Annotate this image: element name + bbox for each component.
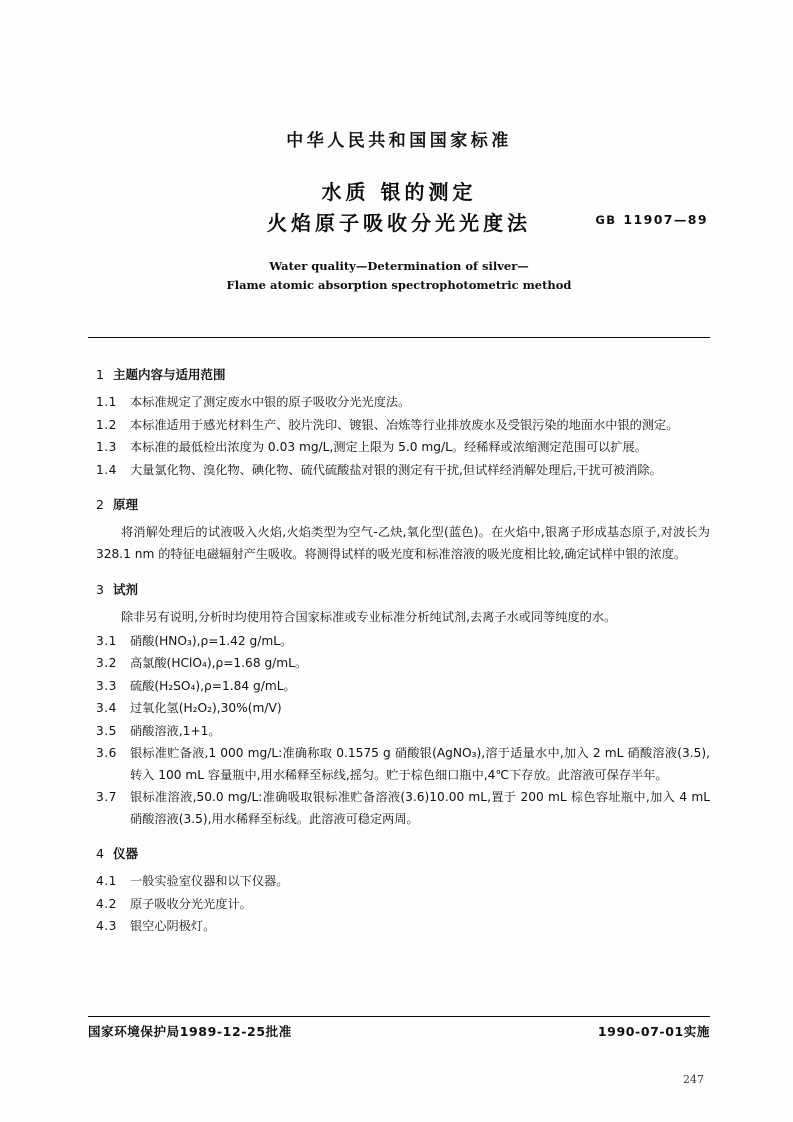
- clause-text: 一般实验室仪器和以下仪器。: [130, 874, 289, 888]
- clause-4-2: [88, 894, 710, 916]
- clause-1-3: [88, 437, 710, 459]
- section-spacer: [88, 482, 710, 495]
- section-2-paragraph: 将消解处理后的试液吸入火焰,火焰类型为空气-乙炔,氧化型(蓝色)。在火焰中,银离子形成基态原子,对波长为 328.1 nm 的特征电磁辐射产生吸收。将测得试样的吸光度和标准溶液的吸光度相比较,确定试样中银的浓度。: [96, 525, 710, 561]
- standard-number: [595, 212, 708, 227]
- section-number-4: 4: [96, 846, 104, 861]
- section-title-1: 主题内容与适用范围: [112, 367, 226, 382]
- clause-text: 本标准适用于感光材料生产、胶片洗印、镀银、冶炼等行业排放废水及受银污染的地面水中银的测定。: [130, 417, 679, 432]
- clause-1-4: [88, 460, 710, 482]
- clause-text: 原子吸收分光光度计。: [130, 896, 252, 911]
- clause-3-2: [88, 653, 710, 675]
- title-line-2: 火焰原子吸收分光光度法: [267, 211, 531, 235]
- section-spacer: [88, 567, 710, 580]
- clause-text: 硝酸(HNO₃),ρ=1.42 g/mL。: [130, 633, 293, 648]
- section-number-1: 1: [96, 367, 104, 382]
- clause-3-4: [88, 698, 710, 720]
- standard-prefix: GB: [595, 213, 617, 227]
- clause-index: 3.4: [96, 701, 117, 715]
- section-heading-2: [96, 495, 710, 513]
- section-heading-4: [96, 844, 710, 862]
- clause-text: 本标准的最低检出浓度为 0.03 mg/L,测定上限为 5.0 mg/L。经稀释或浓缩测定范围可以扩展。: [130, 440, 647, 454]
- clause-text: 硝酸溶液,1+1。: [130, 723, 221, 738]
- clause-3-1: [88, 631, 710, 653]
- clause-3-6: [88, 743, 710, 786]
- clause-text: 硫酸(H₂SO₄),ρ=1.84 g/mL。: [130, 678, 296, 693]
- section-spacer: [88, 831, 710, 844]
- page-footer: [88, 1022, 710, 1040]
- clause-index: 4.1: [96, 874, 117, 888]
- footer-divider: [88, 1016, 710, 1017]
- clause-index: 3.5: [96, 723, 117, 738]
- standard-number-value: 11907—89: [623, 212, 708, 227]
- section-heading-1: [96, 365, 710, 383]
- section-heading-3: [96, 580, 710, 598]
- clause-index: 1.3: [96, 440, 117, 454]
- clause-1-2: [88, 415, 710, 437]
- title-line-1: 水质 银的测定: [321, 180, 477, 204]
- clause-index: 1.4: [96, 462, 117, 477]
- clause-text: 过氧化氢(H₂O₂),30%(m/V): [130, 701, 282, 715]
- clause-text: 银标准溶液,50.0 mg/L:准确吸取银标准贮备溶液(3.6)10.00 mL,置于 200 mL 棕色容址瓶中,加入 4 mL 硝酸溶液(3.5),用水稀释至标线。此溶液可稳定两周。: [130, 790, 710, 826]
- page-sheet: [88, 0, 710, 1122]
- english-title-line-1: Water quality—Determination of silver—: [269, 259, 529, 273]
- clause-text: 大量氯化物、溴化物、碘化物、硫代硫酸盐对银的测定有干扰,但试样经消解处理后,干扰可被消除。: [130, 462, 662, 477]
- clause-index: 3.7: [96, 790, 117, 804]
- clause-index: 3.1: [96, 633, 117, 648]
- clause-index: 3.2: [96, 656, 117, 670]
- masthead: [88, 126, 710, 295]
- english-title-line-2: Flame atomic absorption spectrophotometric method: [226, 278, 572, 292]
- clause-text: 银标准贮备液,1 000 mg/L:准确称取 0.1575 g 硝酸银(AgNO₃),溶于适量水中,加入 2 mL 硝酸溶液(3.5),转入 100 mL 容量瓶中,用水稀释至标线,摇匀。贮于棕色细口瓶中,4℃下存放。此溶液可保存半年。: [130, 746, 710, 782]
- section-3-paragraph: 除非另有说明,分析时均使用符合国家标准或专业标准分析纯试剂,去离子水或同等纯度的水。: [121, 610, 617, 624]
- implementation-date: 1990-07-01实施: [597, 1024, 710, 1039]
- approval-statement: 国家环境保护局1989-12-25批准: [88, 1024, 292, 1039]
- section-title-3: 试剂: [112, 582, 138, 597]
- clause-index: 4.3: [96, 919, 117, 933]
- clause-3-7: [88, 787, 710, 830]
- national-standard-header: 中华人民共和国国家标准: [286, 131, 512, 151]
- section-number-2: 2: [96, 497, 104, 512]
- clause-text: 高氯酸(HClO₄),ρ=1.68 g/mL。: [130, 656, 308, 670]
- title-block: [88, 177, 710, 239]
- clause-3-3: [88, 676, 710, 698]
- header-divider: [88, 337, 710, 338]
- clause-4-1: [88, 871, 710, 893]
- english-title-block: [88, 257, 710, 295]
- clause-index: 4.2: [96, 896, 117, 911]
- section-number-3: 3: [96, 582, 104, 597]
- clause-index: 1.2: [96, 417, 117, 432]
- clause-index: 1.1: [96, 395, 117, 409]
- clause-index: 3.3: [96, 678, 117, 693]
- section-title-4: 仪器: [112, 846, 138, 861]
- clause-1-1: [88, 392, 710, 414]
- clause-4-3: [88, 916, 710, 938]
- section-title-2: 原理: [112, 497, 138, 512]
- clause-text: 银空心阴极灯。: [130, 919, 216, 933]
- clause-3-5: [88, 721, 710, 743]
- page-number: 247: [683, 1073, 704, 1086]
- clause-text: 本标准规定了测定废水中银的原子吸收分光光度法。: [130, 395, 411, 409]
- document-body: [88, 365, 710, 939]
- clause-index: 3.6: [96, 746, 117, 760]
